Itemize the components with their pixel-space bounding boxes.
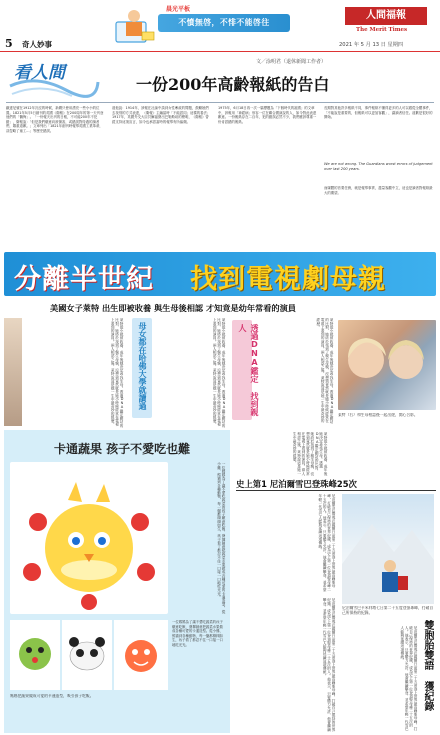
article2-text-c: 萊特從小就被收養，成年後她決定尋找生母。透過DNA鑑定網站的比對，她終於找到了親生母親，沒想到竟然就是她小時候經常在電視上看到的演員。兩人相認之後，萊特說這是她一生中最奇妙的經歷。 <box>316 318 334 424</box>
food-panel <box>4 430 230 733</box>
article4-text-c: 尼泊爾雪巴嚮導巴薩爾日前第二十五度登上世界最高峰聖母峰，打破自己保持的世界紀錄，成為史上第一位登頂聖母峰二十五次的人。他表示，只要體力允許，他會繼續攀登，並希望年輕一代雪巴人能夠延續這項傳統。 <box>400 626 418 731</box>
page-number: 5 <box>5 37 13 50</box>
tablet-illustration <box>112 6 158 46</box>
article1-col4: 長期對其他許多報紙不同，事件報紙不懂得更多的人可以跟從全體事件，「不能說是重要的，但報紙可以更加客觀」，讓讀者信任。道歉是很好的開始。 <box>324 106 433 120</box>
article4-title: 史上第1 尼泊爾雪巴登珠峰25次 <box>236 479 357 489</box>
article1-divider <box>6 102 434 103</box>
banner-subtitle: 美國女子萊特 出生即被收養 與生母後相認 才知竟是幼年常看的演員 <box>50 303 296 313</box>
column-logo <box>6 56 100 100</box>
article3-title: 卡通蔬果 孩子不愛吃也難 <box>54 442 191 456</box>
headline-right: 找到電視劇母親 <box>190 264 386 295</box>
article3-text-lower: 一位媽媽為了讓不愛吃蔬菜的孩子願意吃飯，發揮創意把蔬菜水果做成各種可愛的卡通造型。從小雞、熊貓到各種動物，每一盤都栩栩如生，孩子看了都忍不住一口接一口地吃光光。 <box>172 620 223 647</box>
byline: 文／涂明君（退休新聞工作者） <box>256 59 327 65</box>
slogan-text: 不憤無啓，不悱不能啓往 <box>178 18 270 27</box>
food-photo-3 <box>62 620 112 690</box>
article2-caption: 萊特（右）和生母相認後一起出遊，開心合影。 <box>338 413 418 417</box>
headline-banner <box>4 252 436 296</box>
article2-text-a: 萊特從小就被收養，成年後她決定尋找生母。透過DNA鑑定網站的比對，她終於找到了親生母親，沒想到竟然就是她小時候經常在電視上看到的演員。兩人相認之後，萊特說這是她一生中最奇妙的經歷。 <box>111 318 124 428</box>
article3-text: 一位媽媽為了讓不愛吃蔬菜的孩子願意吃飯，發揮創意把蔬菜水果做成各種可愛的卡通造型。從小雞、熊貓到各種動物，每一盤都栩栩如生，孩子看了都忍不住一口接一口地吃光光。 <box>217 462 226 614</box>
article4-caption: 尼泊爾雪巴卡米利塔七日第二十五度登頂珠峰，打破自己所保持的紀錄。 <box>342 606 434 615</box>
side-headline: 雙胞胎雙語 獲紀錄 <box>422 620 433 711</box>
article2-heading-right: 透過DNA鑑定 找到親人 <box>232 320 252 420</box>
logo-en: The Merit Times <box>356 27 408 33</box>
article4-text-b: 尼泊爾雪巴嚮導巴薩爾日前第二十五度登上世界最高峰聖母峰，打破自己保持的世界紀錄，成為史上第一位登頂聖母峰二十五次的人。他表示，只要體力允許，他會繼續攀登，並希望年輕一代雪巴人能夠延續這項傳統。 <box>323 598 336 732</box>
article2-text-d: 萊特從小就被收養，成年後她決定尋找生母。透過DNA鑑定網站的比對，她終於找到了親生母親，沒想到竟然就是她小時候經常在電視上看到的演員。兩人相認之後，萊特說這是她一生中最奇妙的經歷。 <box>293 432 328 476</box>
article3-caption: 媽媽把蔬果做成可愛的卡通造型，吸引孩子吃飯。 <box>10 694 94 698</box>
slogan-banner <box>158 14 290 32</box>
article4-text-a: 尼泊爾雪巴嚮導巴薩爾日前第二十五度登上世界最高峰聖母峰，打破自己保持的世界紀錄，成為史上第一位登頂聖母峰二十五次的人。他表示，只要體力允許，他會繼續攀登，並希望年輕一代雪巴人能夠延續這項傳統。 <box>318 494 336 592</box>
article1-col1: 鐵達尼號在1912年沉沒的時候，新聞只使用漂亮一些小小的位置。1821年5月5日創刊的英國《衛報》在200周年的第一天刊登他們的「懺悔」。「一份報天出刊的日報，不可能200年不犯錯」，衛報說：「但是我們願意向被傷害，或錯誤對待過的讀者們，鄭重道歉。」文章列出「1821年創刊時報導英國工業革命，卻忽略了童工...」等歷史錯誤。 <box>6 106 104 133</box>
article1-col2: 道他說：1914年，該報在社論中談到女性參政的問題，鼓勵她們去找別的方式表達，《衛報》主編當時「不能認同」這樣的看法；1917年，英國外交大臣貝爾福發出巴勒斯坦的聲明，《衛報》曾經支持這項宣言，如今也承認當時的報導有所偏頗。 <box>112 106 211 124</box>
page-header <box>0 0 440 52</box>
article1-col4b: 而媒體的首要任務，就是報導事實，盡量客觀中立，這也是讀者對報紙最大的期望。 <box>324 186 433 195</box>
section-name: 奇人妙事 <box>22 40 52 49</box>
food-photo-4 <box>114 620 168 690</box>
article2-photo <box>338 320 436 410</box>
logo: 人間福報 <box>345 7 427 25</box>
article1-title: 一份200年高齡報紙的告白 <box>136 75 330 94</box>
food-photo-2 <box>10 620 60 690</box>
article2-photo-left <box>4 318 22 426</box>
article2-heading-mid: 母女都在哈佛大學就讀過 <box>132 318 152 418</box>
banner-small: 晨光平板 <box>166 6 191 13</box>
food-photo <box>10 462 168 614</box>
article2-text-b: 萊特從小就被收養，成年後她決定尋找生母。透過DNA鑑定網站的比對，她終於找到了親生母親，沒想到竟然就是她小時候經常在電視上看到的演員。兩人相認之後，萊特說這是她一生中最奇妙的經歷。 <box>213 318 226 428</box>
headline-left: 分離半世紀 <box>14 264 154 295</box>
quote-en: We are not wrong. The Guardians worst errors of judgement over last 200 years. <box>324 162 433 171</box>
date: 2021 年 5 月 13 日 星期四 <box>339 42 404 48</box>
article4-divider <box>236 490 436 491</box>
column-name: 看人間 <box>14 63 65 83</box>
article1-col3: 1975年，6月18日再一次一篇標題為「下個時代的祖國」的文章中，該報用「神經病」形容一位在聯合國演說的人，如今對此表達歉意。一份報紙存在二百年，犯的錯誤必然不少，我們應該尊重一份肯認錯的報紙。 <box>218 106 317 124</box>
article4-photo <box>342 494 434 604</box>
